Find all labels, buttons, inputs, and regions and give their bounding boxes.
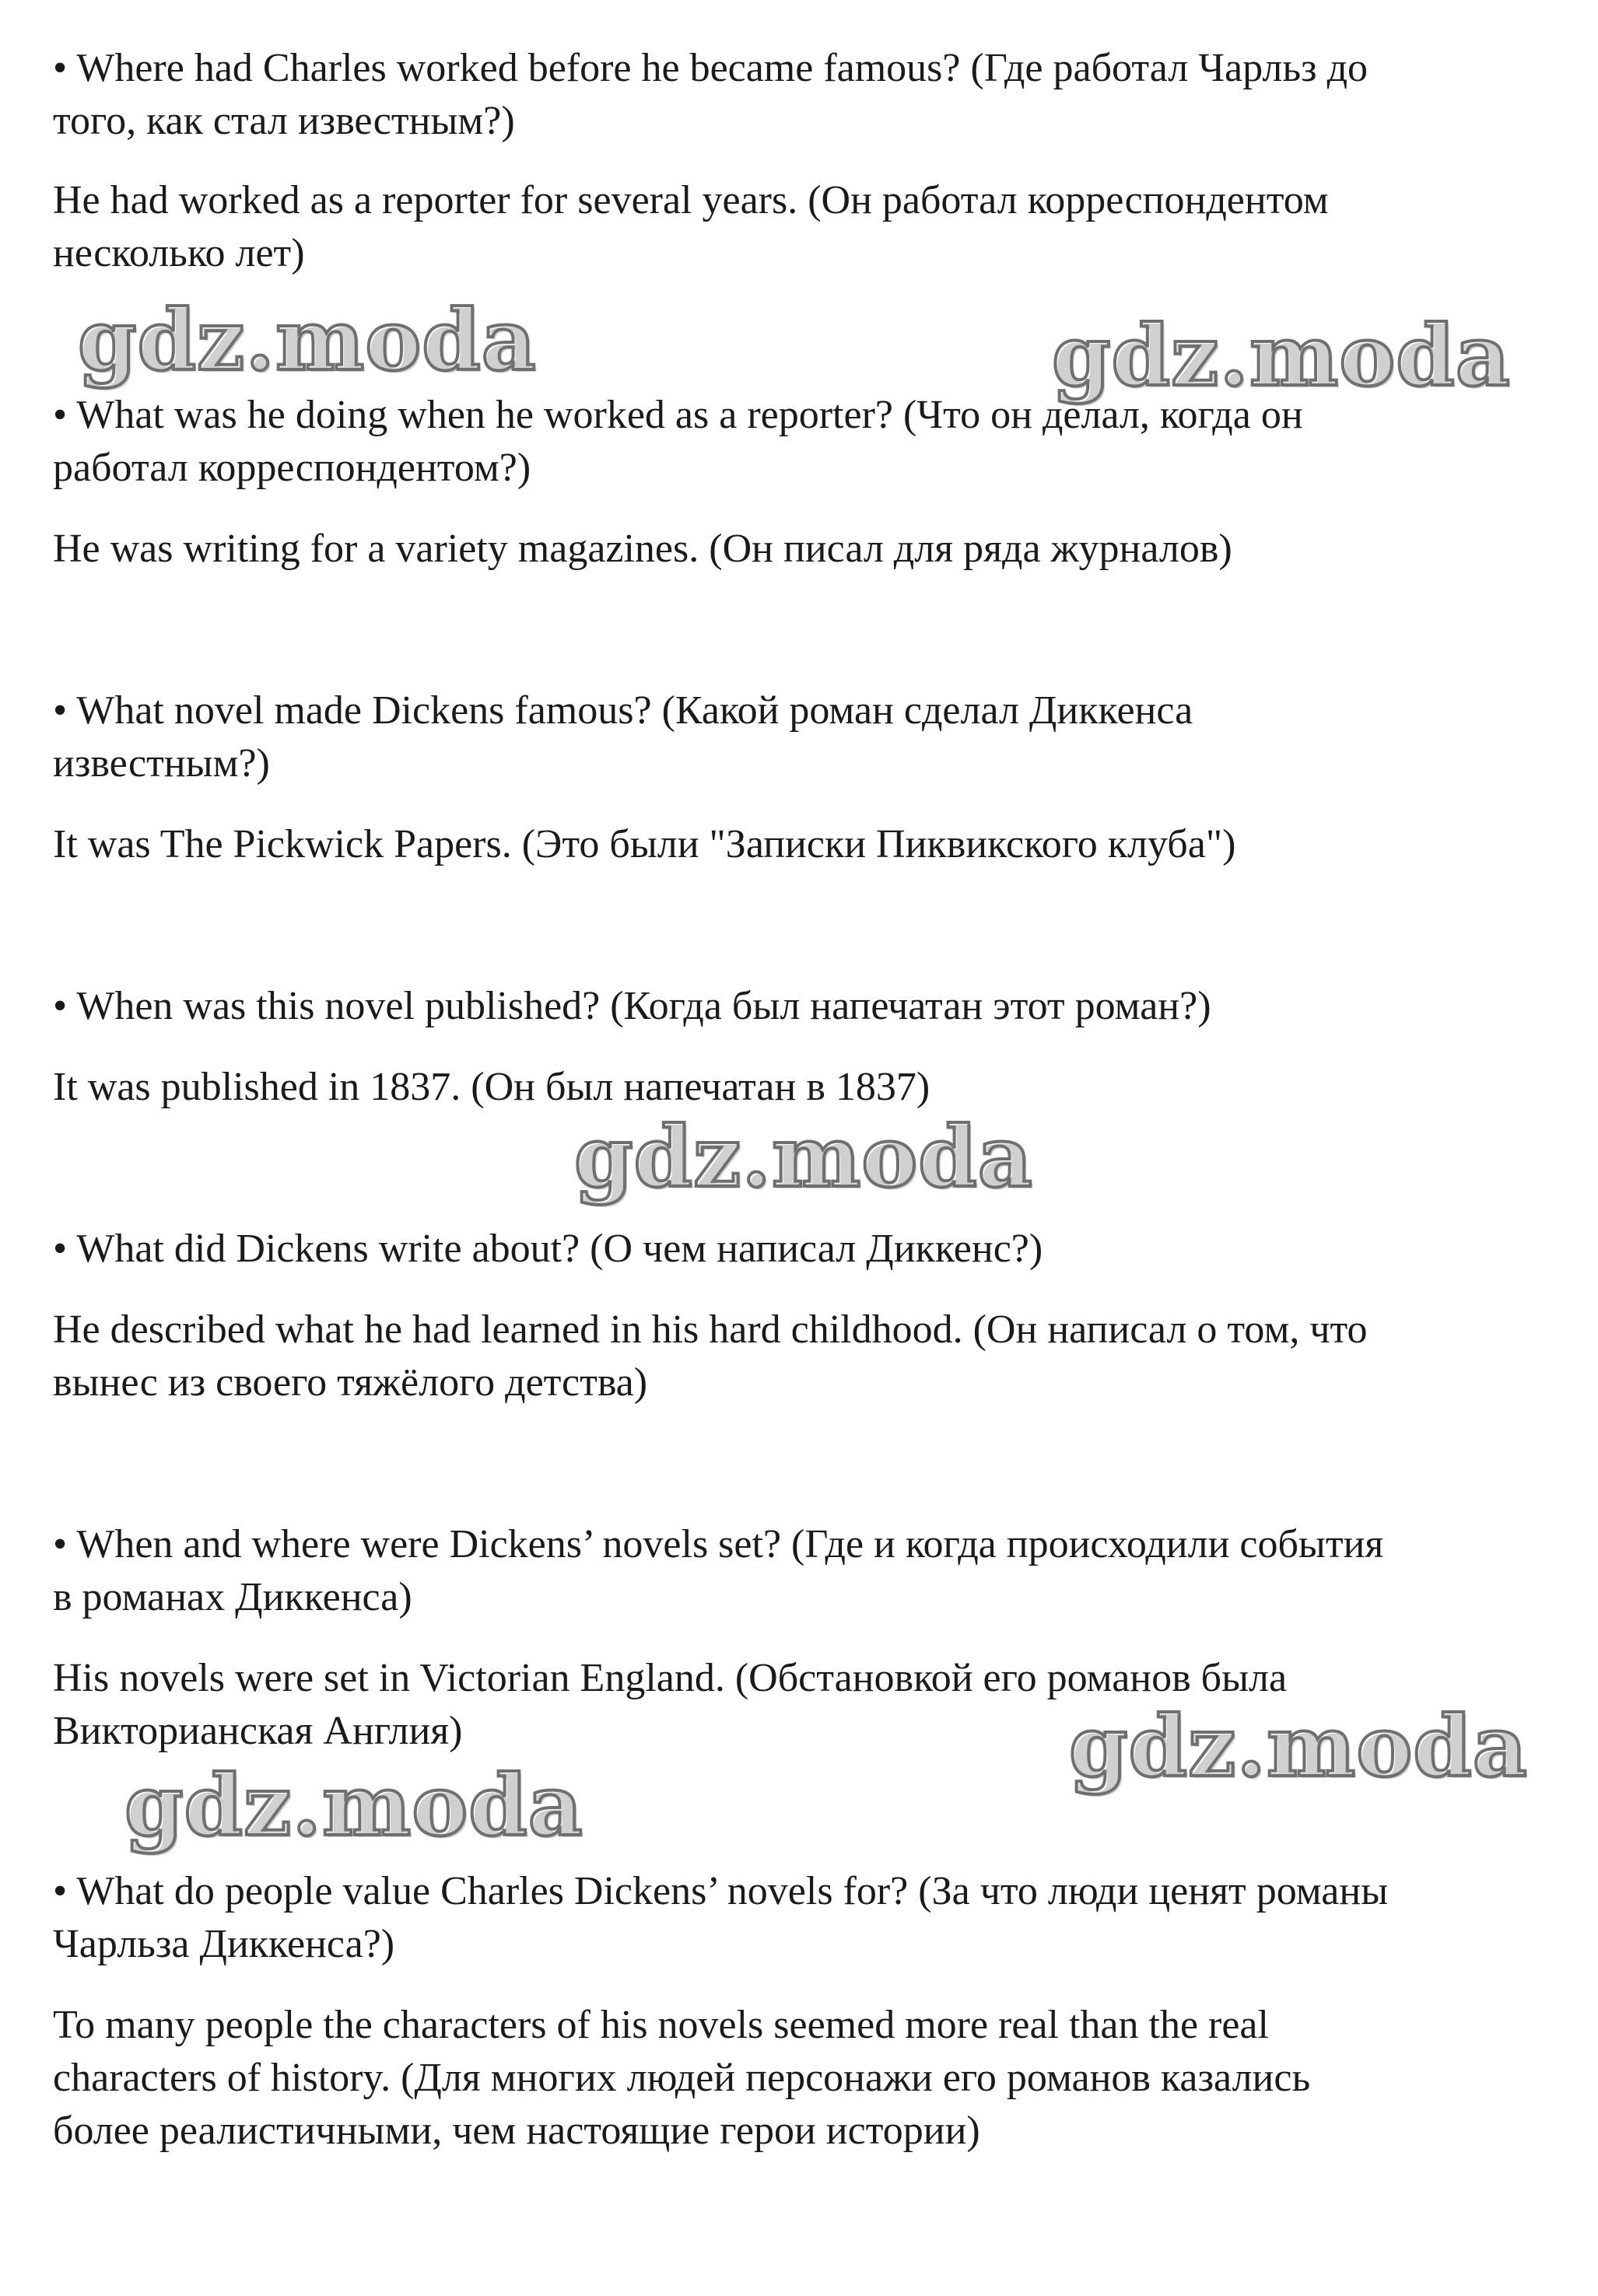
question-line: известным?) [53,741,270,786]
question-line: • When and where were Dickens’ novels set? (Где и когда происходили события [53,1522,1384,1566]
question-line: • What did Dickens write about? (О чем написал Диккенс?) [53,1227,1043,1271]
answer-line: Викторианская Англия) [53,1709,463,1753]
question-line: Чарльза Диккенса?) [53,1922,395,1966]
watermark: gdz.moda [574,1108,1033,1206]
answer-line: He described what he had learned in his hard childhood. (Он написал о том, что [53,1307,1368,1352]
watermark: gdz.moda [124,1757,583,1855]
answer-line: He had worked as a reporter for several years. (Он работал корреспондентом [53,178,1329,222]
watermark: gdz.moda [78,292,537,390]
question-line: • What was he doing when he worked as a reporter? (Что он делал, когда он [53,393,1303,437]
answer-line: To many people the characters of his novels seemed more real than the real [53,2003,1269,2047]
question-line: работал корреспондентом?) [53,446,531,490]
question-line: • When was this novel published? (Когда был напечатан этот роман?) [53,984,1211,1028]
question-line: • Where had Charles worked before he became famous? (Где работал Чарльз до [53,46,1368,90]
answer-line: более реалистичными, чем настоящие герои истории) [53,2109,980,2153]
question-line: в романах Диккенса) [53,1575,412,1619]
answer-line: His novels were set in Victorian England. (Обстановкой его романов была [53,1656,1288,1700]
question-line: того, как стал известным?) [53,99,515,143]
watermark: gdz.moda [1069,1698,1528,1796]
answer-line: несколько лет) [53,231,305,275]
question-line: • What do people value Charles Dickens’ novels for? (За что люди ценят романы [53,1869,1389,1913]
answer-line: characters of history. (Для многих людей персонажи его романов казались [53,2056,1311,2100]
question-line: • What novel made Dickens famous? (Какой роман сделал Диккенса [53,688,1193,733]
answer-line: вынес из своего тяжёлого детства) [53,1360,648,1405]
answer-line: He was writing for a variety magazines. (Он писал для ряда журналов) [53,527,1232,571]
answer-line: It was The Pickwick Papers. (Это были "Записки Пиквикского клуба") [53,822,1236,866]
watermark: gdz.moda [1052,307,1511,405]
answer-line: It was published in 1837. (Он был напечатан в 1837) [53,1065,930,1109]
